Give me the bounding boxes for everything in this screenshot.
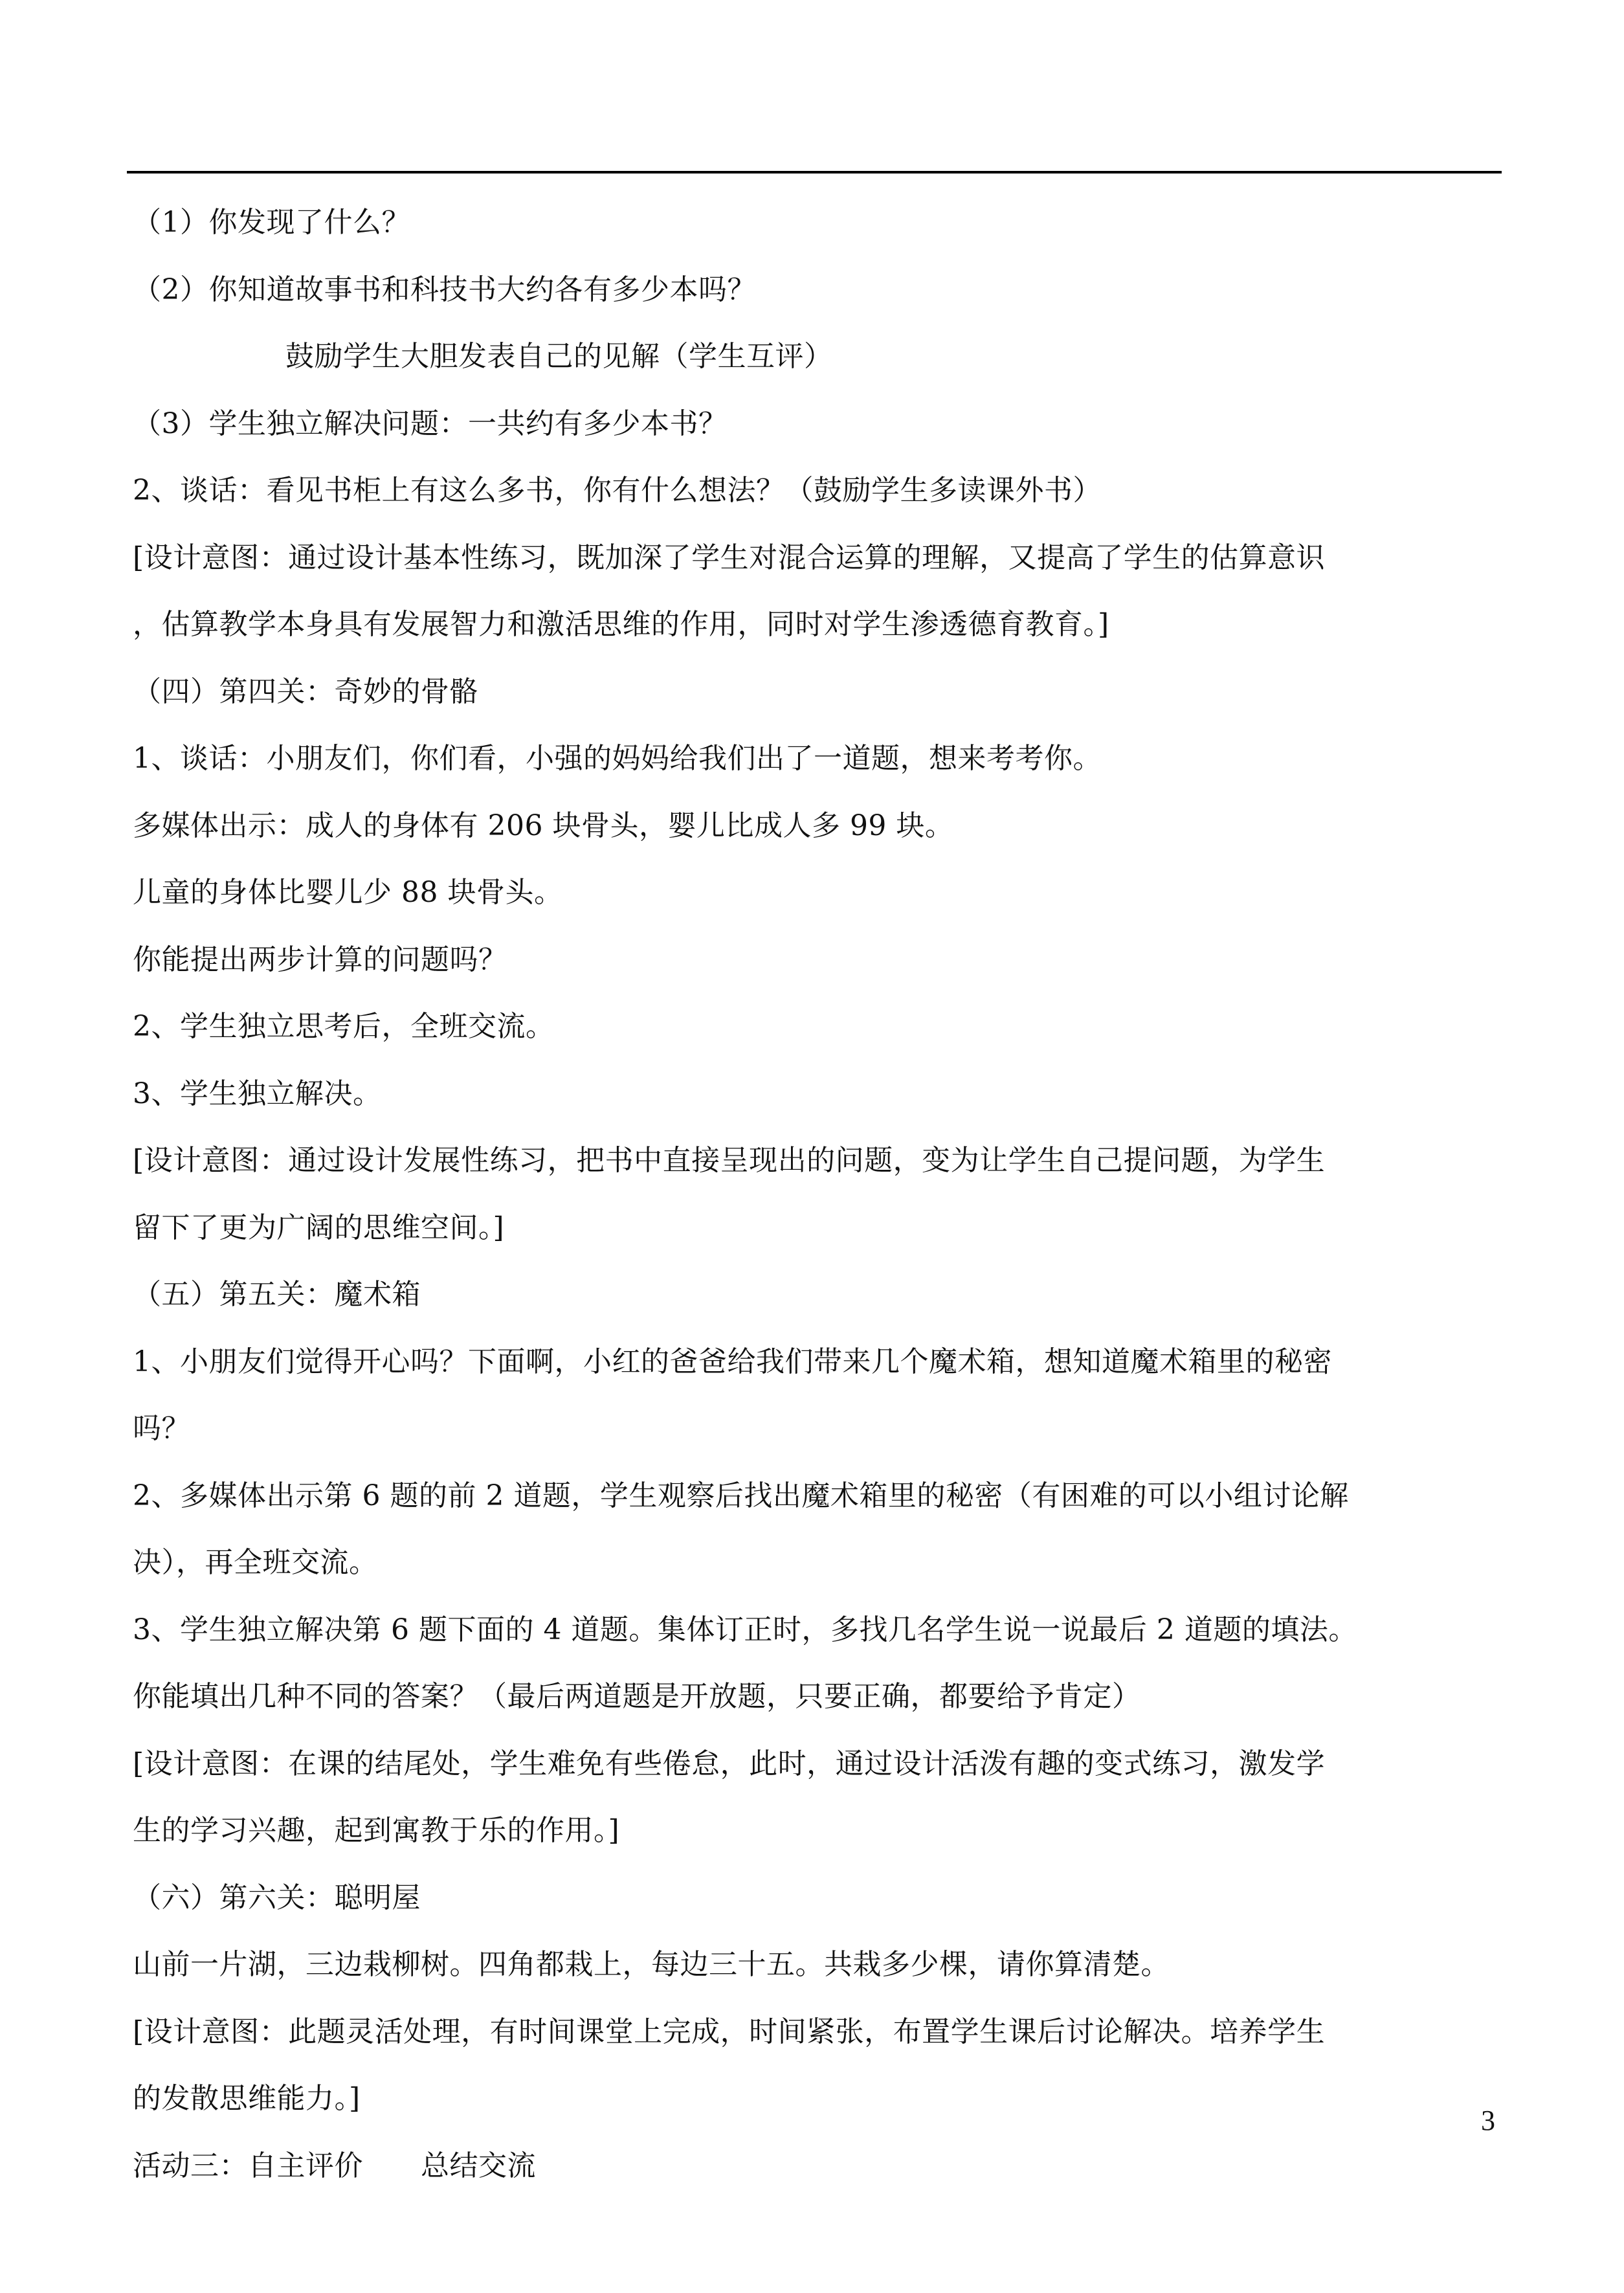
text-line: 决），再全班交流。 <box>133 1546 378 1579</box>
section-heading: （六）第六关：聪明屋 <box>133 1881 421 1914</box>
design-intent-line: [设计意图：此题灵活处理，有时间课堂上完成，时间紧张，布置学生课后讨论解决。培养学生 <box>133 2015 1326 2048</box>
document-body <box>133 189 1505 2199</box>
design-intent-line: [设计意图：通过设计基本性练习，既加深了学生对混合运算的理解，又提高了学生的估算意识 <box>133 541 1326 574</box>
text-line: 你能填出几种不同的答案？（最后两道题是开放题，只要正确，都要给予肯定） <box>133 1680 1141 1713</box>
text-line: （2）你知道故事书和科技书大约各有多少本吗？ <box>133 273 756 306</box>
text-line: （3）学生独立解决问题：一共约有多少本书？ <box>133 407 728 440</box>
text-line: （1）你发现了什么？ <box>133 206 410 239</box>
section-heading: （五）第五关：魔术箱 <box>133 1278 421 1311</box>
text-line: 你能提出两步计算的问题吗？ <box>133 943 507 976</box>
text-line: 多媒体出示：成人的身体有 206 块骨头，婴儿比成人多 99 块。 <box>133 809 954 842</box>
text-line: 山前一片湖，三边栽柳树。四角都栽上，每边三十五。共栽多少棵，请你算清楚。 <box>133 1948 1170 1981</box>
text-line: 1、谈话：小朋友们，你们看，小强的妈妈给我们出了一道题，想来考考你。 <box>133 742 1102 775</box>
text-line: 2、学生独立思考后，全班交流。 <box>133 1010 555 1043</box>
section-heading: （四）第四关：奇妙的骨骼 <box>133 675 478 708</box>
page-number: 3 <box>1481 2105 1495 2136</box>
design-intent-line: 留下了更为广阔的思维空间。] <box>133 1211 505 1244</box>
design-intent-line: 的发散思维能力。] <box>133 2082 361 2115</box>
text-line: 吗？ <box>133 1412 190 1445</box>
activity-heading: 活动三：自主评价 总结交流 <box>133 2149 536 2182</box>
design-intent-line: [设计意图：在课的结尾处，学生难免有些倦怠，此时，通过设计活泼有趣的变式练习，激发学 <box>133 1747 1326 1780</box>
text-line: 鼓励学生大胆发表自己的见解（学生互评） <box>285 340 833 373</box>
text-line: 3、学生独立解决。 <box>133 1077 382 1110</box>
text-line: 2、谈话：看见书柜上有这么多书，你有什么想法？（鼓励学生多读课外书） <box>133 474 1102 507</box>
design-intent-line: ，估算教学本身具有发展智力和激活思维的作用，同时对学生渗透德育教育。] <box>133 608 1109 641</box>
design-intent-line: [设计意图：通过设计发展性练习，把书中直接呈现出的问题，变为让学生自己提问题，为学生 <box>133 1144 1326 1177</box>
text-line: 儿童的身体比婴儿少 88 块骨头。 <box>133 876 563 909</box>
text-line: 2、多媒体出示第 6 题的前 2 道题，学生观察后找出魔术箱里的秘密（有困难的可以小组讨论解 <box>133 1479 1349 1512</box>
design-intent-line: 生的学习兴趣，起到寓教于乐的作用。] <box>133 1814 620 1847</box>
header-rule <box>127 171 1502 173</box>
text-line: 3、学生独立解决第 6 题下面的 4 道题。集体订正时，多找几名学生说一说最后 2 道题的填法。 <box>133 1613 1357 1646</box>
text-line: 1、小朋友们觉得开心吗？下面啊，小红的爸爸给我们带来几个魔术箱，想知道魔术箱里的秘密 <box>133 1345 1332 1378</box>
